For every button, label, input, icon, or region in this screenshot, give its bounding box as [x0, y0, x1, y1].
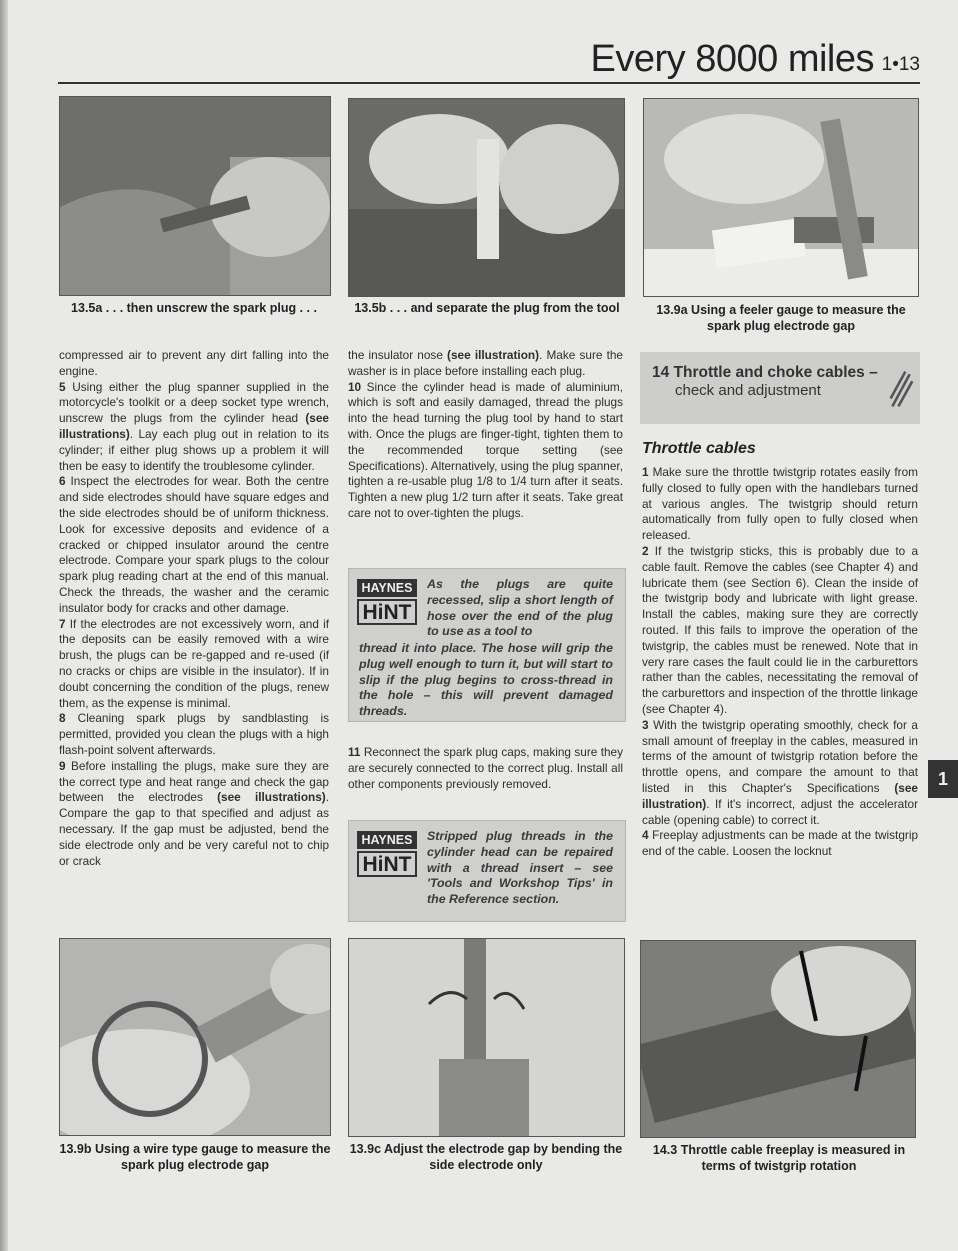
- page-number: 1•13: [881, 54, 920, 75]
- paragraph-11: 11 Reconnect the spark plug caps, making sure they are securely connected to the correct plug. Install all other components previously removed.: [348, 745, 623, 791]
- caption-13-5a: 13.5a . . . then unscrew the spark plug . . .: [71, 301, 317, 315]
- page-spine: [0, 0, 8, 1251]
- photo-13-9b: [59, 938, 331, 1136]
- text-column-3: [642, 465, 918, 860]
- paragraph-3-2: 2 If the twistgrip sticks, this is probably due to a cable fault. Remove the cables (see Chapter 4) and lubricate them (see Section 6). Clean the inside of the twistgrip body and lubricate with light grease. Install the cables, making sure they are correctly routed. If this fails to improve the operation of the twistgrip, the cables must be renewed. Note that in very rare cases the fault could lie in the carburettors rather than the cables, necessitating the removal of the carburettors and inspection of the throttle linkage (see Chapter 4).: [642, 543, 919, 716]
- paragraph-insulator: the insulator nose (see illustration). Make sure the washer is in place before installing each plug.: [348, 348, 623, 378]
- paragraph-5: 5 Using either the plug spanner supplied in the motorcycle's toolkit or a deep socket type wrench, unscrew the plugs from the cylinder head (see illustrations). Lay each plug out in relation to its cylinder; if either plug shows up a problem it will then be easy to identify the troublesome cylinder.: [59, 379, 329, 473]
- haynes-hint-box-2: [348, 820, 626, 922]
- paragraph-7: 7 If the electrodes are not excessively worn, and if the deposits can be easily removed with a wire brush, the plugs can be re-gapped and re-used (if no cracks or chips are visible in the insulator). If in doubt concerning the condition of the plugs, renew them, as the expense is minimal.: [59, 616, 330, 710]
- paragraph-6: 6 Inspect the electrodes for wear. Both the centre and side electrodes should have square edges and the side electrodes should be of uniform thickness. Look for excessive deposits and evidence of a cracked or chipped insulator around the centre electrode. Compare your spark plugs to the colour spark plug reading chart at the end of this manual. Check the threads, the washer and the ceramic insulator body for cracks and other damage.: [59, 474, 329, 615]
- photo-13-9c: [348, 938, 625, 1137]
- photo-13-9a: [643, 98, 919, 297]
- haynes-hint-logo: HAYNES HiNT: [357, 579, 417, 627]
- spanner-difficulty-icon: [888, 364, 914, 414]
- paragraph-3-4: 4 Freeplay adjustments can be made at the twistgrip end of the cable. Loosen the locknut: [642, 828, 918, 859]
- text-column-1: [59, 348, 329, 869]
- hint-1-top: As the plugs are quite recessed, slip a short length of hose over the end of the plug to use as a tool to: [427, 577, 613, 639]
- section-title: 14 Throttle and choke cables –: [652, 364, 878, 381]
- section-subtitle: check and adjustment: [675, 382, 821, 399]
- photo-14-3: [640, 940, 916, 1138]
- paragraph-3-1: 1 Make sure the throttle twistgrip rotates easily from fully closed to fully open with the handlebars turned at various angles. The twistgrip should return automatically from fully open to fully closed when released.: [642, 465, 918, 543]
- haynes-hint-box-1: [348, 568, 626, 722]
- page-header: [58, 36, 920, 84]
- section-heading-box: [640, 352, 920, 424]
- caption-14-3: 14.3 Throttle cable freeplay is measured in terms of twistgrip rotation: [652, 1143, 906, 1173]
- photo-13-5b: [348, 98, 625, 297]
- chapter-tab: 1: [928, 760, 958, 798]
- paragraph-9: 9 Before installing the plugs, make sure they are the correct type and heat range and check the gap between the electrodes (see illustrations). Compare the gap to that specified and adjust as necessary. If the gap must be adjusted, bend the side electrode only and be very careful not to chip or crack: [59, 758, 330, 868]
- page-title: Every 8000 miles: [590, 38, 874, 80]
- caption-13-9b: 13.9b Using a wire type gauge to measure the spark plug electrode gap: [59, 1142, 331, 1172]
- subsection-heading: Throttle cables: [642, 440, 756, 457]
- caption-13-9a: 13.9a Using a feeler gauge to measure the spark plug electrode gap: [656, 303, 906, 333]
- haynes-hint-logo-2: HAYNES HiNT: [357, 831, 417, 879]
- photo-13-5a: [59, 96, 331, 296]
- paragraph-8: 8 Cleaning spark plugs by sandblasting is permitted, provided you clean the plugs with a high flash-point solvent afterwards.: [59, 711, 329, 757]
- paragraph-intro: compressed air to prevent any dirt falling into the engine.: [59, 348, 329, 378]
- hint-2-text: Stripped plug threads in the cylinder head can be repaired with a thread insert – see 'Tools and Workshop Tips' in the Reference section.: [427, 829, 613, 907]
- paragraph-3-3: 3 With the twistgrip operating smoothly, check for a small amount of freeplay in the cables, measured in terms of the amount of twistgrip rotation before the throttle opens, and compare the amount to that listed in this Chapter's Specifications (see illustration). If it's incorrect, adjust the accelerator cable (opening cable) to correct it.: [642, 717, 918, 827]
- hint-1-bottom: thread it into place. The hose will grip the plug well enough to turn it, but will start to slip if the plug begins to cross-thread in the hole – this will prevent damaged threads.: [359, 641, 613, 719]
- caption-13-9c: 13.9c Adjust the electrode gap by bending the side electrode only: [349, 1142, 623, 1172]
- caption-13-5b: 13.5b . . . and separate the plug from the tool: [354, 301, 620, 315]
- text-column-2: [348, 348, 623, 522]
- paragraph-10: 10 Since the cylinder head is made of aluminium, which is soft and easily damaged, thread the plugs into the head turning the plug tool by hand to start with. Once the plugs are finger-tight, tighten them to the recommended torque setting (see Specifications). Alternatively, using the plug spanner, tighten a re-usable plug 1/8 to 1/4 turn after it seats. Tighten a new plug 1/2 turn after it seats. Take great care not to over-tighten the plugs.: [348, 379, 624, 520]
